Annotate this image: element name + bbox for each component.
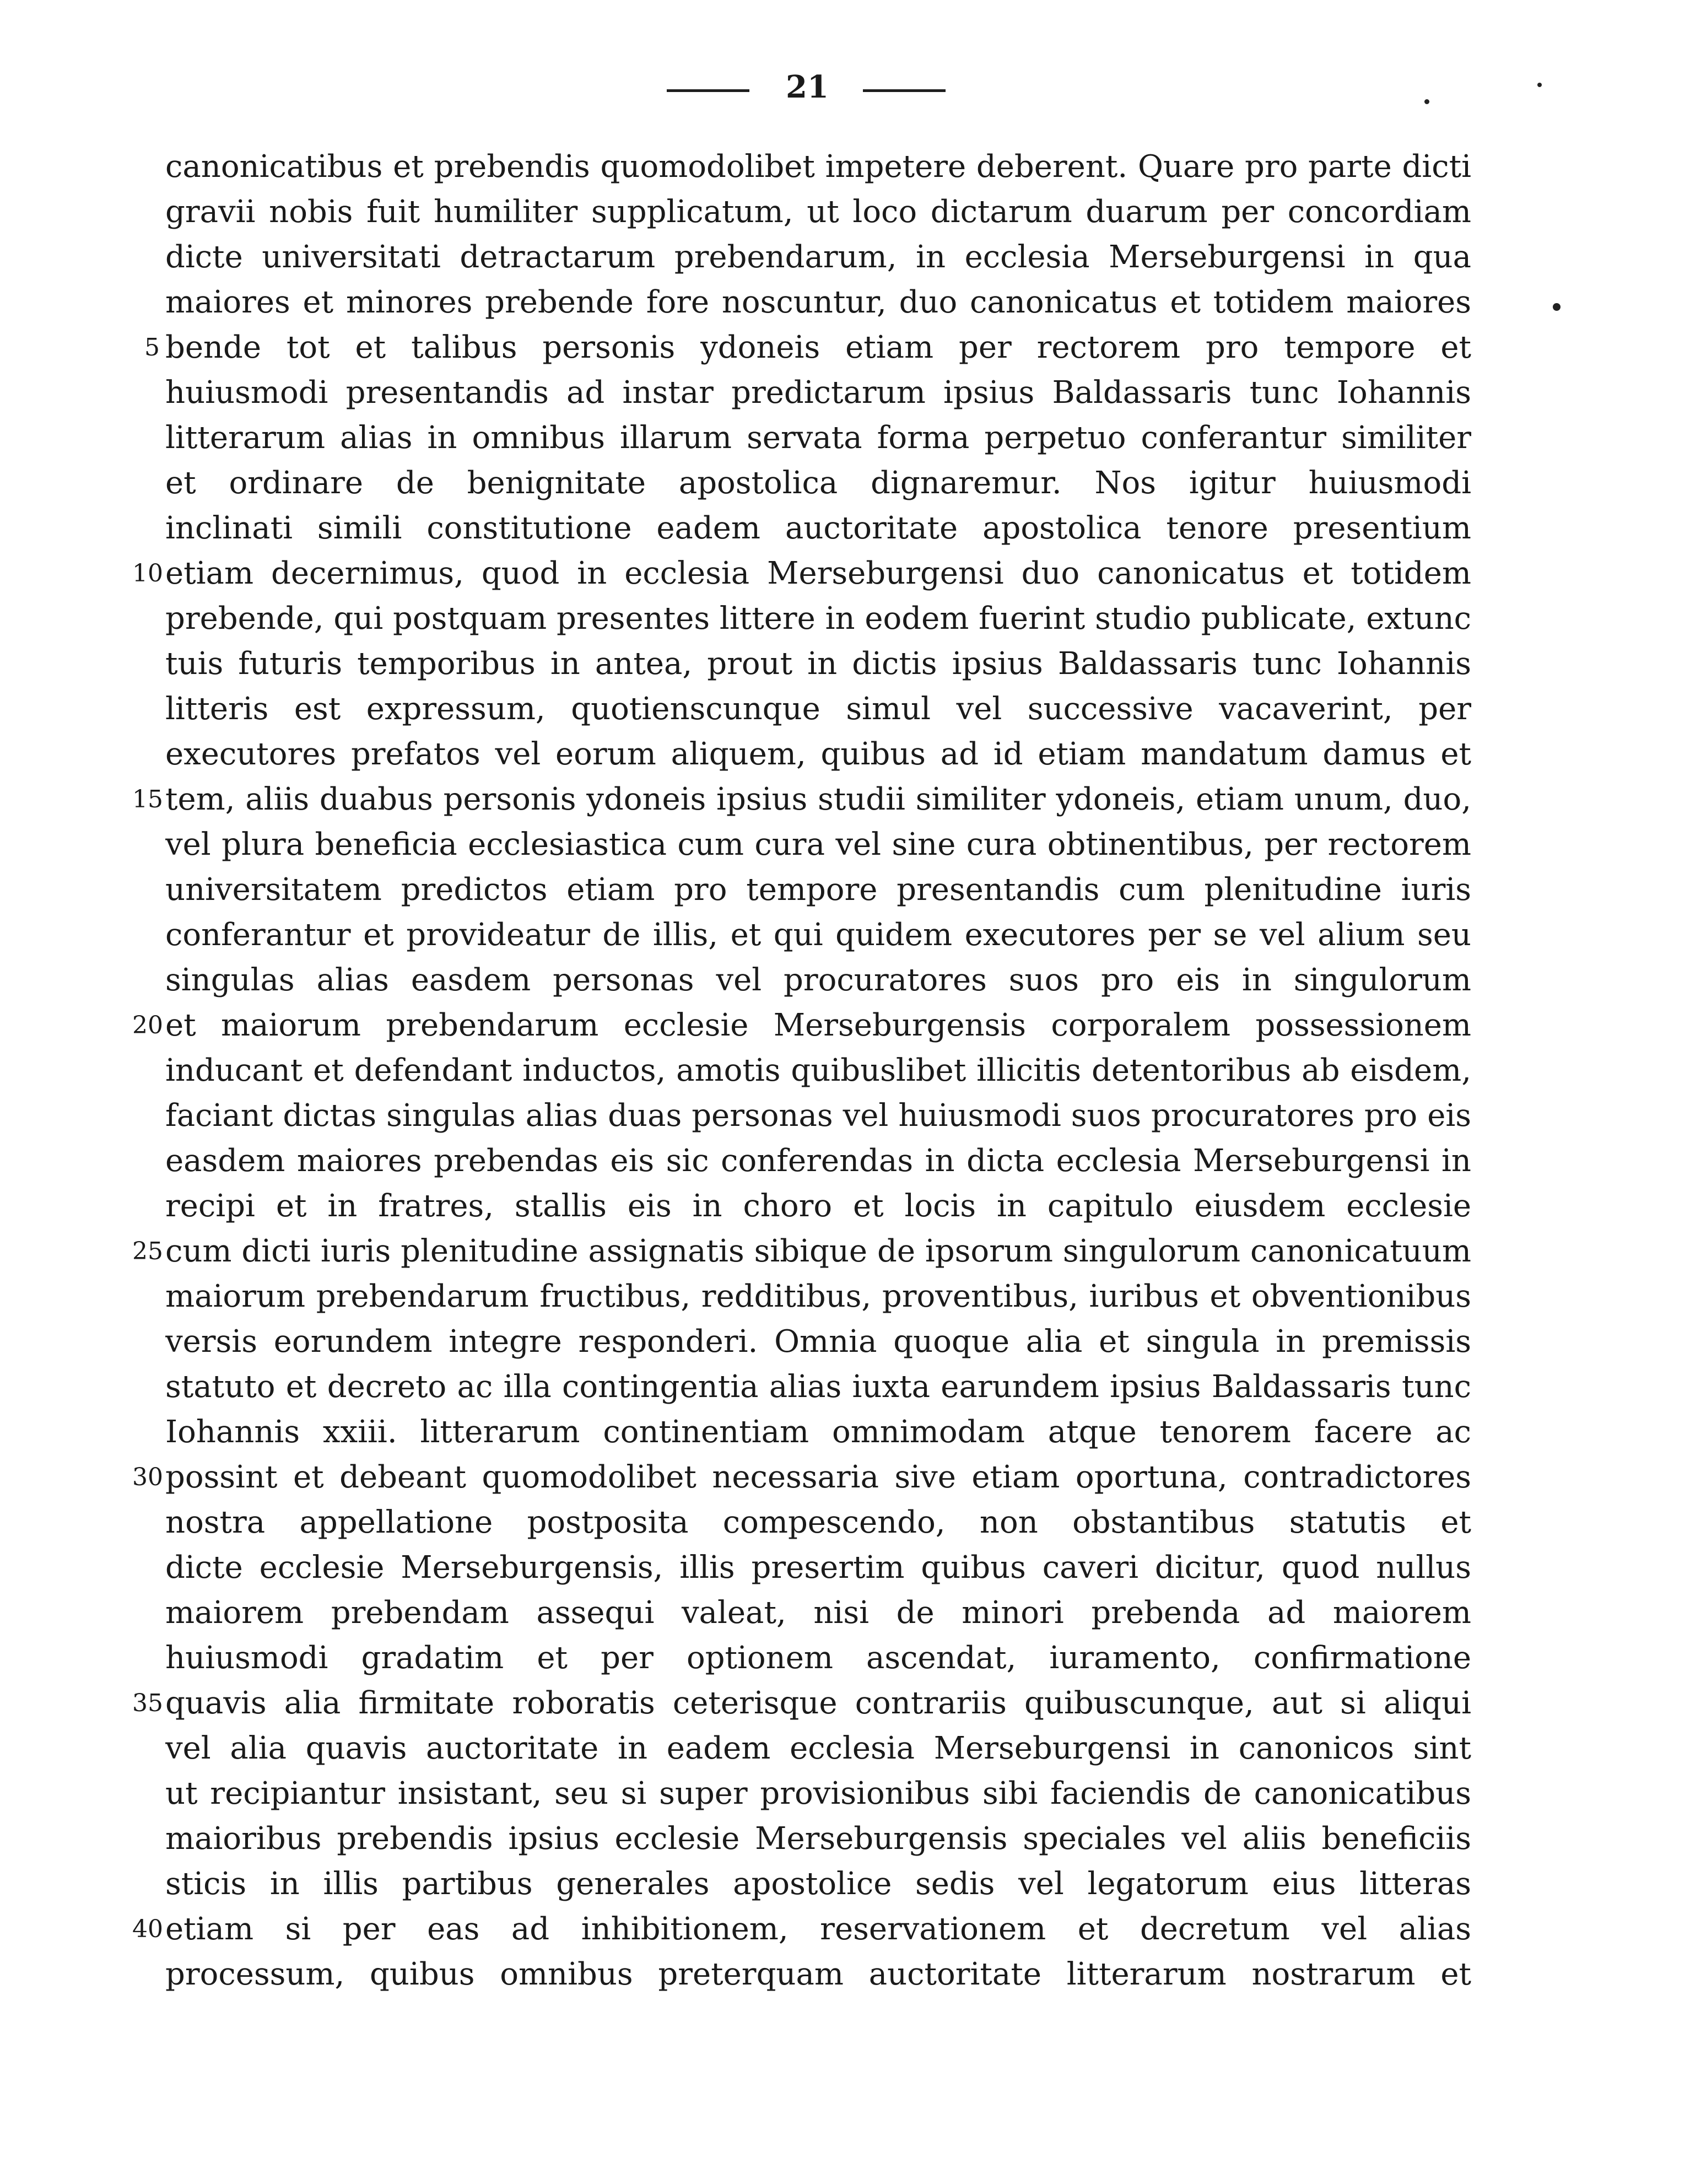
text-line	[165, 506, 1471, 551]
text-line	[165, 913, 1471, 958]
text-line	[132, 1681, 1471, 1726]
line-text: tem, aliis duabus personis ydoneis ipsius studii similiter ydoneis, etiam unum, duo,	[165, 781, 1471, 817]
line-text: recipi et in fratres, stallis eis in choro et locis in capitulo eiusdem ecclesie	[165, 1188, 1471, 1224]
header-rule-left	[667, 89, 749, 92]
scan-speck	[1537, 83, 1542, 87]
line-text: processum, quibus omnibus preterquam auctoritate litterarum nostrarum et	[165, 1956, 1471, 1992]
line-text: universitatem predictos etiam pro tempore presentandis cum plenitudine iuris	[165, 872, 1471, 908]
line-number: 25	[132, 1237, 163, 1265]
line-text: easdem maiores prebendas eis sic conferendas in dicta ecclesia Merseburgensi in	[165, 1143, 1471, 1179]
line-text: inclinati simili constitutione eadem auctoritate apostolica tenore presentium	[165, 510, 1471, 546]
text-line	[132, 777, 1471, 822]
line-text: sticis in illis partibus generales apostolice sedis vel legatorum eius litteras	[165, 1866, 1471, 1902]
text-line	[165, 1636, 1471, 1681]
text-line	[165, 370, 1471, 416]
line-text: et maiorum prebendarum ecclesie Merseburgensis corporalem possessionem	[165, 1007, 1471, 1043]
line-text: etiam si per eas ad inhibitionem, reservationem et decretum vel alias	[165, 1911, 1471, 1947]
text-line	[132, 1907, 1471, 1952]
text-line	[165, 1862, 1471, 1907]
line-text: maiores et minores prebende fore noscuntur, duo canonicatus et totidem maiores	[165, 284, 1471, 320]
text-line	[165, 235, 1471, 280]
line-text: litteris est expressum, quotienscunque simul vel successive vacaverint, per	[165, 691, 1471, 727]
line-text: Iohannis xxiii. litterarum continentiam omnimodam atque tenorem facere ac	[165, 1414, 1471, 1450]
text-line	[165, 1093, 1471, 1139]
line-text: executores prefatos vel eorum aliquem, quibus ad id etiam mandatum damus et	[165, 736, 1471, 772]
text-line	[165, 280, 1471, 325]
text-line	[165, 596, 1471, 641]
text-line	[165, 416, 1471, 461]
text-line	[165, 1726, 1471, 1771]
text-line	[165, 1274, 1471, 1319]
line-text: prebende, qui postquam presentes littere in eodem fuerint studio publicate, extunc	[165, 601, 1471, 637]
line-text: huiusmodi gradatim et per optionem ascendat, iuramento, confirmatione	[165, 1640, 1471, 1676]
text-line	[165, 822, 1471, 867]
line-number: 20	[132, 1011, 163, 1039]
scan-speck	[1553, 303, 1561, 311]
line-text: maiorem prebendam assequi valeat, nisi de minori prebenda ad maiorem	[165, 1595, 1471, 1631]
line-text: dicte universitati detractarum prebendarum, in ecclesia Merseburgensi in qua	[165, 239, 1471, 275]
text-line	[165, 1184, 1471, 1229]
line-text: cum dicti iuris plenitudine assignatis sibique de ipsorum singulorum canonicatuum	[165, 1233, 1471, 1269]
line-text: tuis futuris temporibus in antea, prout in dictis ipsius Baldassaris tunc Iohannis	[165, 646, 1471, 682]
line-text: maiorum prebendarum fructibus, redditibus, proventibus, iuribus et obventionibus	[165, 1279, 1471, 1314]
text-line	[132, 1229, 1471, 1274]
line-number: 35	[132, 1689, 163, 1717]
text-line	[165, 1590, 1471, 1636]
text-line	[165, 1952, 1471, 1997]
line-text: faciant dictas singulas alias duas personas vel huiusmodi suos procuratores pro eis	[165, 1098, 1471, 1134]
text-line	[165, 1771, 1471, 1816]
text-line	[165, 958, 1471, 1003]
text-line	[165, 1048, 1471, 1093]
line-text: vel alia quavis auctoritate in eadem ecclesia Merseburgensi in canonicos sint	[165, 1730, 1471, 1766]
line-text: etiam decernimus, quod in ecclesia Merseburgensi duo canonicatus et totidem	[165, 556, 1471, 591]
line-text: nostra appellatione postposita compescendo, non obstantibus statutis et	[165, 1504, 1471, 1540]
text-line	[165, 1816, 1471, 1862]
line-text: gravii nobis fuit humiliter supplicatum, ut loco dictarum duarum per concordiam	[165, 194, 1471, 230]
line-text: litterarum alias in omnibus illarum servata forma perpetuo conferantur similiter	[165, 420, 1471, 456]
page-header	[0, 65, 1690, 109]
text-line	[132, 551, 1471, 596]
text-line	[165, 732, 1471, 777]
line-number: 40	[132, 1915, 163, 1943]
line-text: inducant et defendant inductos, amotis quibuslibet illicitis detentoribus ab eisdem,	[165, 1053, 1471, 1088]
text-line	[165, 1410, 1471, 1455]
line-text: vel plura beneficia ecclesiastica cum cura vel sine cura obtinentibus, per rectorem	[165, 827, 1471, 862]
text-line	[165, 1365, 1471, 1410]
line-number: 5	[144, 333, 160, 362]
text-line	[165, 190, 1471, 235]
header-rule-right	[863, 89, 946, 92]
text-line	[165, 144, 1471, 190]
text-line	[132, 1003, 1471, 1048]
line-text: bende tot et talibus personis ydoneis etiam per rectorem pro tempore et	[165, 330, 1471, 365]
text-line	[165, 641, 1471, 687]
scan-speck	[1424, 99, 1429, 104]
text-line	[165, 1319, 1471, 1365]
text-line	[165, 461, 1471, 506]
body-text	[132, 144, 1471, 1997]
text-line	[165, 1500, 1471, 1545]
text-line	[132, 1455, 1471, 1500]
text-line	[144, 325, 1471, 370]
line-text: quavis alia firmitate roboratis ceterisque contrariis quibuscunque, aut si aliqui	[165, 1685, 1471, 1721]
line-text: possint et debeant quomodolibet necessaria sive etiam oportuna, contradictores	[165, 1459, 1471, 1495]
page-number: 21	[786, 69, 829, 105]
text-line	[165, 687, 1471, 732]
text-line	[165, 1139, 1471, 1184]
line-text: huiusmodi presentandis ad instar predictarum ipsius Baldassaris tunc Iohannis	[165, 375, 1471, 411]
line-text: conferantur et provideatur de illis, et qui quidem executores per se vel alium seu	[165, 917, 1471, 953]
line-text: dicte ecclesie Merseburgensis, illis presertim quibus caveri dicitur, quod nullus	[165, 1550, 1471, 1586]
line-text: canonicatibus et prebendis quomodolibet impetere deberent. Quare pro parte dicti	[165, 149, 1471, 185]
line-number: 15	[132, 785, 163, 813]
line-text: ut recipiantur insistant, seu si super provisionibus sibi faciendis de canonicatibus	[165, 1776, 1471, 1811]
line-text: et ordinare de benignitate apostolica dignaremur. Nos igitur huiusmodi	[165, 465, 1471, 501]
text-line	[165, 1545, 1471, 1590]
line-text: singulas alias easdem personas vel procuratores suos pro eis in singulorum	[165, 962, 1471, 998]
text-line	[165, 867, 1471, 913]
line-number: 10	[132, 559, 163, 587]
line-number: 30	[132, 1463, 163, 1491]
line-text: statuto et decreto ac illa contingentia alias iuxta earundem ipsius Baldassaris tunc	[165, 1369, 1471, 1405]
line-text: maioribus prebendis ipsius ecclesie Merseburgensis speciales vel aliis beneficiis	[165, 1821, 1471, 1857]
line-text: versis eorundem integre responderi. Omnia quoque alia et singula in premissis	[165, 1324, 1471, 1360]
